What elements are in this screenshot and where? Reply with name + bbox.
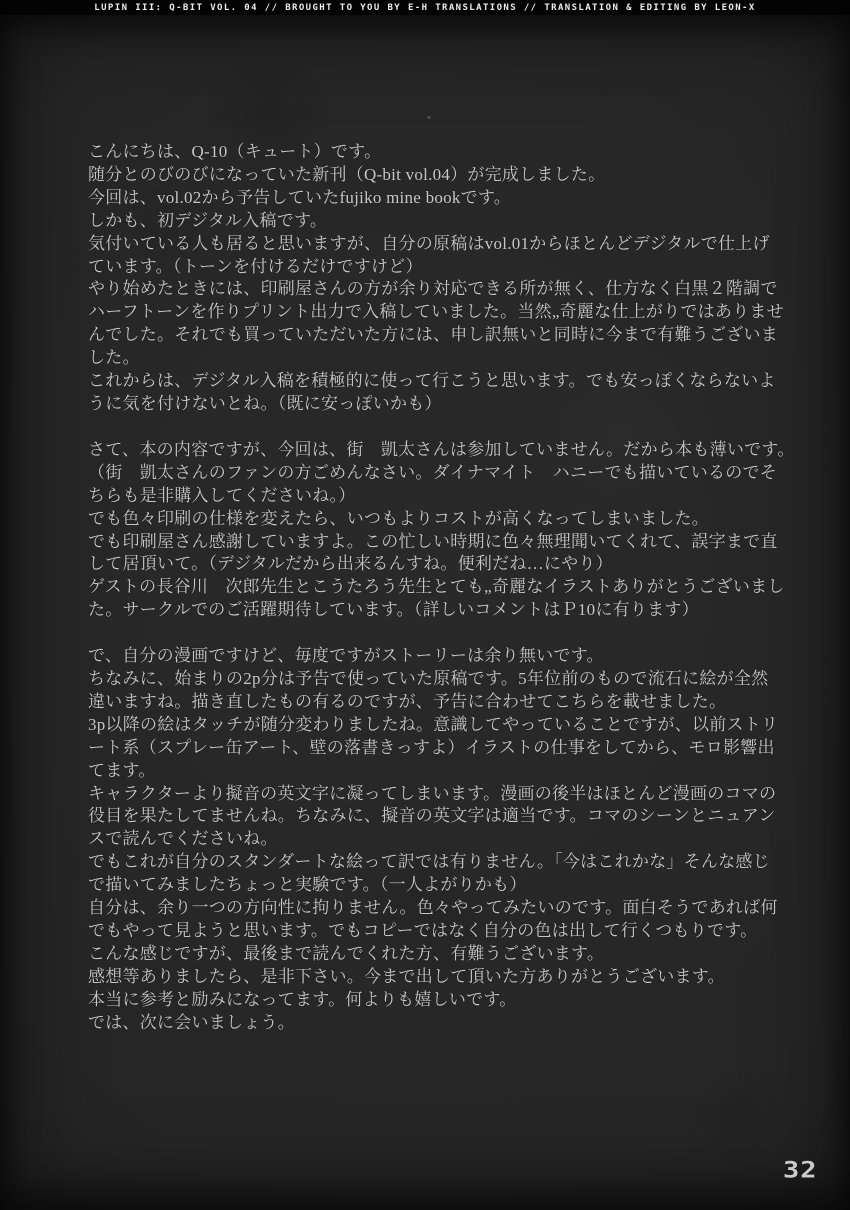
text-line: して居頂いて。（デジタルだから出来るんすね。便利だね…にやり） — [88, 554, 613, 574]
paragraph — [88, 645, 788, 1034]
text-line: した。 — [88, 348, 140, 368]
text-line: 違いますね。描き直したもの有るのですが、予告に合わせてこちらを載せました。 — [88, 691, 727, 711]
afterword-page — [0, 15, 850, 1210]
text-line: ちらも是非購入してくださいね。） — [88, 485, 356, 505]
text-line: では、次に会いましょう。 — [88, 1012, 295, 1032]
text-line: 今回は、vol.02から予告していたfujiko mine bookです。 — [88, 187, 511, 207]
text-line: キャラクターより擬音の英文字に凝ってしまいます。漫画の後半はほとんど漫画のコマの — [88, 783, 777, 803]
text-line: しかも、初デジタル入稿です。 — [88, 210, 328, 230]
translation-credits-text: LUPIN III: Q-BIT VOL. 04 // BROUGHT TO YOU BY E-H TRANSLATIONS // TRANSLATION & EDITING BY LEON-X — [94, 2, 756, 13]
text-line: スで読んでくださいね。 — [88, 829, 278, 849]
paragraph — [88, 439, 795, 622]
text-line: 気付いている人も居ると思いますが、自分の原稿はvol.01からほとんどデジタルで仕上げ — [88, 233, 770, 253]
text-line: 感想等ありましたら、是非下さい。今まで出して頂いた方ありがとうございます。 — [88, 966, 725, 986]
text-line: さて、本の内容ですが、今回は、街 凱太さんは参加していません。だから本も薄いです。 — [88, 439, 795, 459]
translation-credits-bar — [0, 0, 850, 15]
text-line: ハーフトーンを作りプリント出力で入稿していました。当然„奇麗な仕上がりではありませ — [88, 302, 784, 322]
text-line: ています。（トーンを付けるだけですけど） — [88, 256, 423, 276]
text-line: やり始めたときには、印刷屋さんの方が余り対応できる所が無く、仕方なく白黒２階調で — [88, 279, 778, 299]
text-line: でもやって見ようと思います。でもコピーではなく自分の色は出して行くつもりです。 — [88, 921, 758, 940]
text-line: 役目を果たしてませんね。ちなみに、擬音の英文字は適当です。コマのシーンとニュアン — [88, 806, 776, 826]
text-line: ート系（スプレー缶アート、壁の落書きっすよ）イラストの仕事をしてから、モロ影響出 — [88, 737, 775, 757]
scan-speck — [427, 116, 431, 119]
text-line: でも印刷屋さん感謝していますよ。この忙しい時期に色々無理聞いてくれて、誤字まで直 — [88, 531, 778, 551]
text-line: でもこれが自分のスタンダートな絵って訳では有りません。「今はこれかな」そんな感じ — [88, 852, 770, 872]
text-line: 本当に参考と励みになってます。何よりも嬉しいです。 — [88, 989, 517, 1009]
text-line: こんな感じですが、最後まで読んでくれた方、有難うございます。 — [88, 943, 605, 963]
text-line: これからは、デジタル入稿を積極的に使って行こうと思います。でも安っぽくならないよ — [88, 371, 776, 391]
text-line: ちなみに、始まりの2p分は予告で使っていた原稿です。5年位前のもので流石に絵が全然 — [88, 669, 769, 689]
text-line: こんにちは、Q-10（キュート）です。 — [88, 142, 382, 161]
text-line: で描いてみましたちょっと実験です。（一人よがりかも） — [88, 875, 527, 895]
text-line: てます。 — [88, 760, 156, 780]
page-number: 32 — [783, 1158, 818, 1184]
text-line: でも色々印刷の仕様を変えたら、いつもよりコストが高くなってしまいました。 — [88, 508, 709, 528]
text-line: んでした。それでも買っていただいた方には、申し訳無いと同時に今まで有難うございま — [88, 325, 778, 345]
paragraph — [88, 141, 788, 416]
text-line: で、自分の漫画ですけど、毎度ですがストーリーは余り無いです。 — [88, 646, 604, 666]
text-line: た。サークルでのご活躍期待しています。（詳しいコメントはＰ10に有ります） — [88, 600, 699, 620]
text-line: うに気を付けないとね。（既に安っぽいかも） — [88, 393, 442, 413]
text-line: ゲストの長谷川 次郎先生とこうたろう先生とても„奇麗なイラストありがとうございまし — [88, 577, 785, 597]
text-line: 自分は、余り一つの方向性に拘りません。色々やってみたいのです。面白そうであれば何 — [88, 898, 778, 918]
afterword-text — [88, 141, 795, 1058]
text-line: （街 凱太さんのファンの方ごめんなさい。ダイナマイト ハニーでも描いているのでそ — [88, 462, 777, 482]
text-line: 随分とのびのびになっていた新刊（Q-bit vol.04）が完成しました。 — [88, 164, 606, 184]
text-line: 3p以降の絵はタッチが随分変わりましたね。意識してやっていることですが、以前ストリ — [88, 714, 779, 734]
